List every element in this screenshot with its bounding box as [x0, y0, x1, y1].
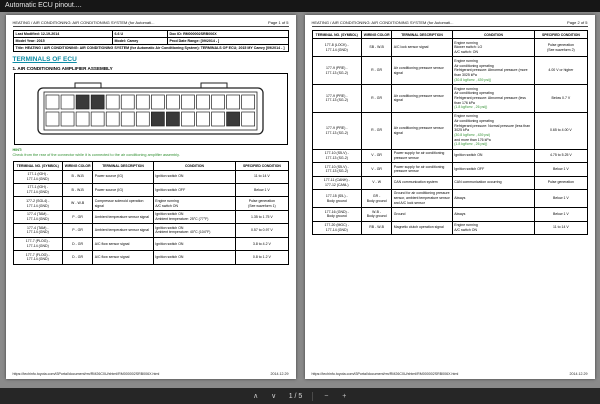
table-cell: Ignition switch ON Ambient temperature: 40°C (104°F): [153, 224, 236, 237]
table-cell: 177-9 (PRE) - 177-13 (SG-2): [312, 112, 362, 149]
table-cell: Ground: [392, 208, 453, 221]
table-cell: Ignition switch ON: [153, 237, 236, 250]
connector-pin: [76, 95, 89, 109]
table-row: [312, 112, 587, 149]
table-cell: 177-15 (S5-) - Body ground: [312, 189, 362, 207]
table-cell: 177-9 (PRE) - 177-13 (SG-2): [312, 85, 362, 113]
connector-pin: [61, 112, 74, 126]
table-cell: R - GR: [362, 85, 392, 113]
info-version: 6.6 U: [112, 31, 167, 38]
table-row: [312, 189, 587, 207]
table-cell: 177-2 (SGL4) - 177-14 (GND): [13, 197, 63, 210]
info-prod-date: Prod Date Range: [09/2014 - ]: [167, 38, 288, 45]
table-cell: RB - W-B: [362, 221, 392, 234]
table-header-row: [312, 31, 587, 39]
table-row: [312, 208, 587, 221]
table-cell: 0.65 to 4.00 V: [535, 112, 587, 149]
table-cell: Air conditioning pressure sensor signal: [392, 112, 453, 149]
table-cell: 0.8 to 1.2 V: [236, 251, 288, 264]
table-cell: Below 1 V: [535, 189, 587, 207]
info-row: [13, 31, 288, 38]
table-row: [13, 197, 288, 210]
table-cell: Below 1 V: [535, 208, 587, 221]
table-row: [312, 149, 587, 162]
window-titlebar: [0, 0, 600, 12]
table-cell: Ignition switch OFF: [153, 183, 236, 196]
table-cell: 177-4 (TAM) - 177-14 (GND): [13, 224, 63, 237]
connector-pin: [227, 112, 240, 126]
table-header-row: [13, 162, 288, 170]
connector-pin: [242, 95, 255, 109]
table-cell: 177-1 (IGH) - 177-14 (GND): [13, 170, 63, 183]
table-cell: W-B - Body ground: [362, 208, 392, 221]
table-cell: Below 0.7 V: [535, 85, 587, 113]
column-header: TERMINAL DESCRIPTION: [392, 31, 453, 39]
info-last-modified: Last Modified: 12-19-2014: [13, 31, 112, 38]
table-row: [13, 224, 288, 237]
column-header: SPECIFIED CONDITION: [236, 162, 288, 170]
info-title: Title: HEATING / AIR CONDITIONING: AIR CONDITIONING SYSTEM (for Automatic Air Conditioning System): TERMINALS OF ECU; 2015 MY Camry [09/2014 - ]: [13, 45, 288, 52]
table-cell: Compressor solenoid operation signal: [93, 197, 154, 210]
table-cell: Pulse generation (See waveform 2): [535, 39, 587, 57]
table-cell: 177-4 (TAM) - 177-14 (GND): [13, 210, 63, 223]
connector-pin: [151, 95, 164, 109]
table-cell: V - GR: [362, 163, 392, 176]
subsection-title: 1. AIR CONDITIONING AMPLIFIER ASSEMBLY: [12, 66, 113, 71]
pdf-toolbar: [0, 388, 600, 404]
table-cell: Air conditioning pressure sensor signal: [392, 57, 453, 85]
table-cell: B - W-B: [63, 170, 93, 183]
table-cell: Air conditioning pressure sensor signal: [392, 85, 453, 113]
connector-pin: [197, 112, 210, 126]
table-cell: Ignition switch OFF: [452, 163, 535, 176]
connector-pin: [46, 112, 59, 126]
footer-url: https://techinfo.toyota.com/t3Portal/document/rm/RM26C0U/xhtml/RM000002SRB006X.html: [311, 372, 459, 376]
table-cell: 4.75 to 5.25 V: [535, 149, 587, 162]
info-row: [13, 45, 288, 52]
connector-pin: [166, 112, 179, 126]
table-cell: Ambient temperature sensor signal: [93, 210, 154, 223]
table-cell: 177-8 (LOCK) - 177-14 (GND): [312, 39, 362, 57]
info-model: Model: Camry: [112, 38, 167, 45]
pdf-page-2: [305, 15, 595, 379]
table-cell: 11 to 14 V: [236, 170, 288, 183]
connector-figure: [14, 73, 288, 145]
terminals-table-page2: [312, 30, 588, 235]
table-cell: V - W: [362, 176, 392, 189]
info-row: [13, 38, 288, 45]
table-cell: 177-20 (MGC) - 177-14 (GND): [312, 221, 362, 234]
table-cell: A/C flow sensor signal: [93, 251, 154, 264]
connector-pin: [46, 95, 59, 109]
footer-date: 2014.12.29: [569, 372, 588, 376]
table-cell: R - GR: [362, 57, 392, 85]
table-row: [312, 163, 587, 176]
table-row: [13, 251, 288, 264]
previous-page-button[interactable]: ∧: [253, 393, 259, 400]
table-cell: Engine running Blower switch: LO A/C switch: ON: [452, 39, 535, 57]
column-header: CONDITION: [452, 31, 535, 39]
page-footer: [13, 372, 289, 376]
connector-pin: [76, 112, 89, 126]
table-cell: 3.8 to 4.2 V: [236, 237, 288, 250]
connector-pin: [106, 112, 119, 126]
page-indicator: 1 / 5: [288, 392, 303, 400]
connector-pin: [91, 95, 104, 109]
table-row: [312, 57, 587, 85]
table-cell: CAN communication occurring: [452, 176, 535, 189]
table-cell: 177-16 (GND) - Body ground: [312, 208, 362, 221]
page-header-title: HEATING / AIR CONDITIONING: AIR CONDITIONING SYSTEM (for Automati...: [12, 20, 155, 25]
connector-pin: [121, 95, 134, 109]
connector-pin: [212, 112, 225, 126]
table-cell: Ignition switch ON: [452, 149, 535, 162]
table-cell: Ambient temperature sensor signal: [93, 224, 154, 237]
connector-pin: [227, 95, 240, 109]
table-cell: CAN communication system: [392, 176, 453, 189]
connector-pin: [151, 112, 164, 126]
hint-label: HINT:: [12, 148, 23, 152]
connector-pin: [136, 112, 149, 126]
table-cell: Pulse generation (See waveform 1): [236, 197, 288, 210]
connector-pin: [242, 112, 255, 126]
table-row: [312, 176, 587, 189]
hint-text: Check from the rear of the connector while it is connected to the air conditioning amplifier assembly.: [12, 153, 180, 158]
terminals-table-page1: [13, 161, 289, 264]
table-cell: 177-11 (CANH) - 177-12 (CANL): [312, 176, 362, 189]
table-cell: Ignition switch ON: [153, 170, 236, 183]
section-title: TERMINALS OF ECU: [12, 56, 77, 63]
column-header: WIRING COLOR: [362, 31, 392, 39]
connector-pin: [166, 95, 179, 109]
footer-url: https://techinfo.toyota.com/t3Portal/document/rm/RM26C0U/xhtml/RM000002SRB006X.html: [12, 372, 160, 376]
table-cell: 177-9 (PRE) - 177-13 (SG-2): [312, 57, 362, 85]
page-footer: [312, 372, 588, 376]
table-row: [312, 85, 587, 113]
footer-date: 2014.12.29: [270, 372, 289, 376]
table-row: [312, 221, 587, 234]
table-cell: P - GR: [63, 224, 93, 237]
connector-pin: [181, 112, 194, 126]
table-cell: 177-1 (IGH) - 177-14 (GND): [13, 183, 63, 196]
table-cell: Engine running A/C switch ON: [153, 197, 236, 210]
toolbar-divider: [312, 392, 313, 401]
table-cell: Pulse generation: [535, 176, 587, 189]
table-cell: Below 1 V: [535, 163, 587, 176]
table-cell: A/C lock sensor signal: [392, 39, 453, 57]
connector-pin: [181, 95, 194, 109]
table-cell: Engine running Air conditioning operating Refrigerant pressure: Abnormal pressure (less than 176 kPa (1.8 kgf/cm² , 26 psi)): [452, 85, 535, 113]
column-header: TERMINAL NO. (SYMBOL): [13, 162, 63, 170]
table-cell: Engine running A/C switch ON: [452, 221, 535, 234]
table-cell: SB - W-B: [362, 39, 392, 57]
table-cell: Power supply for air conditioning pressure sensor: [392, 163, 453, 176]
zoom-out-button[interactable]: −: [324, 392, 329, 400]
table-cell: Power source (IG): [93, 170, 154, 183]
pdf-page-1: [6, 15, 296, 379]
table-cell: D - GR: [63, 251, 93, 264]
connector-pin: [106, 95, 119, 109]
connector-pin: [61, 95, 74, 109]
page-header: [13, 20, 289, 27]
table-cell: Always: [452, 189, 535, 207]
table-cell: Power source (IG): [93, 183, 154, 196]
table-cell: Ground for air conditioning pressure sensor, ambient temperature sensor and A/C lock sensor: [392, 189, 453, 207]
table-cell: 0.57 to 0.97 V: [236, 224, 288, 237]
table-row: [13, 237, 288, 250]
table-cell: Magnetic clutch operation signal: [392, 221, 453, 234]
document-area: [0, 12, 600, 388]
table-cell: D - GR: [63, 237, 93, 250]
table-cell: Below 1 V: [236, 183, 288, 196]
connector-pin: [91, 112, 104, 126]
connector-pin: [136, 95, 149, 109]
connector-pin: [121, 112, 134, 126]
table-row: [13, 183, 288, 196]
table-cell: 4.00 V or higher: [535, 57, 587, 85]
table-cell: A/C flow sensor signal: [93, 237, 154, 250]
hint-block: [13, 148, 289, 158]
zoom-in-button[interactable]: +: [342, 392, 347, 400]
connector-pin: [197, 95, 210, 109]
table-cell: 177-10 (S5-V) - 177-13 (SG-2): [312, 149, 362, 162]
column-header: CONDITION: [153, 162, 236, 170]
table-cell: Always: [452, 208, 535, 221]
table-cell: W - W-B: [63, 197, 93, 210]
table-cell: 11 to 14 V: [535, 221, 587, 234]
page-header-title: HEATING / AIR CONDITIONING: AIR CONDITIONING SYSTEM (for Automati...: [311, 20, 454, 25]
table-cell: 1.35 to 1.75 V: [236, 210, 288, 223]
table-cell: Ignition switch ON: [153, 251, 236, 264]
table-row: [13, 210, 288, 223]
column-header: SPECIFIED CONDITION: [535, 31, 587, 39]
column-header: TERMINAL DESCRIPTION: [93, 162, 154, 170]
table-cell: Engine running Air conditioning operating Refrigerant pressure: Abnormal pressure (more than 3025 kPa (30.8 kgf/cm² , 439 psi)): [452, 57, 535, 85]
document-info-table: [13, 30, 289, 52]
table-cell: Power supply for air conditioning pressure sensor: [392, 149, 453, 162]
next-page-button[interactable]: ∨: [271, 393, 277, 400]
table-cell: 177-10 (S5-V) - 177-13 (SG-2): [312, 163, 362, 176]
table-cell: GR - Body ground: [362, 189, 392, 207]
table-cell: B - W-B: [63, 183, 93, 196]
connector-diagram-icon: [33, 78, 268, 140]
column-header: TERMINAL NO. (SYMBOL): [312, 31, 362, 39]
table-cell: Ignition switch ON Ambient temperature: 25°C (77°F): [153, 210, 236, 223]
window-title: Automatic ECU pinout....: [5, 2, 82, 9]
table-cell: 177-7 (PLOG) - 177-14 (GND): [13, 237, 63, 250]
page-header-number: Page 1 of 5: [268, 20, 289, 25]
column-header: WIRING COLOR: [63, 162, 93, 170]
table-row: [312, 39, 587, 57]
table-cell: P - GR: [63, 210, 93, 223]
table-cell: Engine running Air conditioning operating Refrigerant pressure: Normal pressure (less than 3025 kPa (30.8 kgf/cm² , 439 psi) and more than 176 kPa (1.8 kgf/cm² , 26 psi)): [452, 112, 535, 149]
info-doc-id: Doc ID: RM000002SRB006X: [167, 31, 288, 38]
table-cell: R - GR: [362, 112, 392, 149]
table-cell: 177-7 (FLOG) - 177-14 (GND): [13, 251, 63, 264]
table-cell: V - GR: [362, 149, 392, 162]
connector-pin: [212, 95, 225, 109]
table-row: [13, 170, 288, 183]
page-header: [312, 20, 588, 27]
page-header-number: Page 2 of 5: [567, 20, 588, 25]
info-model-year: Model Year: 2015: [13, 38, 112, 45]
